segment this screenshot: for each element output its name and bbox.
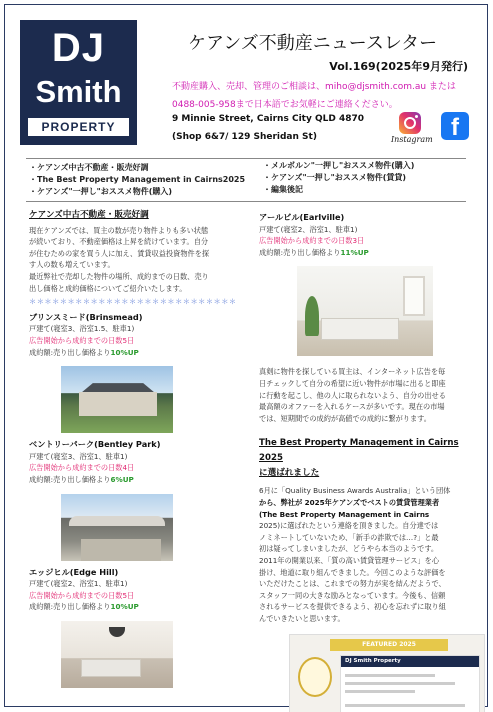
instagram-icon[interactable] <box>399 112 421 134</box>
sofa <box>321 318 399 340</box>
interior-photo <box>61 621 173 688</box>
para-line: に行動を起こし、他の人に取られないよう、自分の出せる <box>259 390 446 400</box>
property-spec: 戸建て(寝室2、浴室1、駐車1) <box>259 224 358 234</box>
price-label: 成約額:売り出し価格より <box>259 247 341 257</box>
para-line: 真剣に物件を探している買主は、インターネット広告を毎 <box>259 367 446 377</box>
award-card <box>340 655 480 712</box>
intro-paragraph <box>29 225 239 295</box>
price-value: 6%UP <box>110 474 134 484</box>
section-heading: ケアンズ中古不動産・販売好調 <box>29 210 149 220</box>
para-line: 2011年の開業以来、「質の高い賃貸管理サービス」を心 <box>259 555 440 565</box>
price-label: 成約額:売り出し価格より <box>29 602 111 612</box>
property-edge-hill <box>29 567 239 688</box>
price-label: 成約額:売り出し価格より <box>29 347 111 357</box>
para-line: んでいきたいと思います。 <box>259 613 345 623</box>
intro-line: が住むための家を買う人に加え、賃貸収益投資物件を探 <box>29 248 210 258</box>
instagram-label: Instagram <box>391 135 433 144</box>
property-price <box>259 247 474 259</box>
toc-left <box>29 162 245 198</box>
sofa <box>81 659 141 677</box>
toc-item: ・ケアンズ"一押し"おススメ物件(賃貸) <box>263 173 407 182</box>
toc-item: ・The Best Property Management in Cairns2025 <box>29 175 246 184</box>
property-name: ベントリーパーク(Bentley Park) <box>29 439 161 450</box>
house-photo <box>61 366 173 433</box>
right-column <box>259 210 474 712</box>
award-heading-line-2: に選ばれました <box>259 468 320 479</box>
award-certificate-image <box>289 634 485 712</box>
toc-item: ・メルボルン"一押し"おススメ物件(購入) <box>263 161 415 170</box>
intro-line: が続いており、不動産価格は上昇を続けています。自分 <box>29 237 209 247</box>
toc-right <box>263 160 414 196</box>
property-days: 広告開始から成約までの日数5日 <box>29 590 135 600</box>
card-line <box>345 674 435 677</box>
toc-item: ・ケアンズ中古不動産・販売好調 <box>29 163 149 172</box>
house-body <box>79 392 157 416</box>
dj-smith-logo <box>20 20 137 145</box>
para-line: いただけたことは、これまでの努力が実を結んだようで、 <box>259 579 446 589</box>
price-label: 成約額:売り出し価格より <box>29 474 111 484</box>
logo-dj: DJ <box>51 26 106 70</box>
newsletter-title: ケアンズ不動産ニュースレター <box>188 33 438 54</box>
ceiling-lamp <box>109 627 125 637</box>
toc-divider-top <box>26 158 466 159</box>
intro-line: 出し価格と成約価格についてご紹介いたします。 <box>29 283 187 293</box>
property-days: 広告開始から成約までの日数5日 <box>29 335 135 345</box>
facebook-icon[interactable]: f <box>441 112 469 140</box>
toc-item: ・編集後記 <box>263 185 303 194</box>
toc-item: ・ケアンズ"一押し"おススメ物件(購入) <box>29 187 173 196</box>
intro-line: 最近弊社で売却した物件の場所、成約までの日数、売り <box>29 271 209 281</box>
property-name: アールビル(Earlville) <box>259 212 345 222</box>
market-paragraph <box>259 366 474 424</box>
price-value: 10%UP <box>110 602 139 612</box>
star-divider: ＊＊＊＊＊＊＊＊＊＊＊＊＊＊＊＊＊＊＊＊＊＊＊＊＊＊＊ <box>29 297 237 307</box>
carport-roof <box>69 516 165 526</box>
address-line-2: (Shop 6&7/ 129 Sheridan St) <box>172 132 317 142</box>
property-name: ブリンスミード(Brinsmead) <box>29 311 143 322</box>
left-column <box>29 210 239 694</box>
driveway <box>81 539 161 561</box>
volume-label: Vol.169(2025年9月発行) <box>329 60 468 73</box>
para-line: (The Best Property Management in Cairns <box>259 509 430 519</box>
award-card-title: DJ Smith Property <box>341 656 479 667</box>
contact-info <box>172 78 472 114</box>
intro-line: 現在ケアンズでは、買主の数が売り物件よりも多い状態 <box>29 225 209 235</box>
card-line <box>345 682 455 685</box>
toc-divider-bottom <box>26 201 466 202</box>
para-line: 掛け、地道に取り組んできました。今回このような評価を <box>259 567 446 577</box>
card-line <box>345 690 415 693</box>
property-spec: 戸建て(寝室2、浴室1、駐車1) <box>29 579 128 589</box>
para-line: されるサービスを提供できるよう、初心を忘れずに取り組 <box>259 602 446 612</box>
para-line: スタッフ一同の大きな励みとなっています。今後も、信頼 <box>259 590 446 600</box>
logo-smith: Smith <box>35 74 122 109</box>
property-spec: 戸建て(寝室3、浴室1、駐車1) <box>29 451 128 461</box>
living-room-photo <box>297 266 433 356</box>
award-banner: FEATURED 2025 <box>330 639 448 651</box>
award-medal-icon <box>298 657 332 697</box>
price-value: 10%UP <box>110 347 139 357</box>
award-heading-line-1: The Best Property Management in Cairns 2025 <box>259 438 459 464</box>
contact-line-1: 不動産購入、売却、管理のご相談は、miho@djsmith.com.au または <box>172 82 456 92</box>
address-line-1: 9 Minnie Street, Cairns City QLD 4870 <box>172 114 364 124</box>
contact-line-2: 0488-005-958まで日本語でお気軽にご連絡ください。 <box>172 100 398 110</box>
plant <box>305 296 319 336</box>
award-paragraph <box>259 485 474 624</box>
property-bentley-park <box>29 439 239 560</box>
property-days: 広告開始から成約までの日数3日 <box>259 236 365 246</box>
property-brinsmead <box>29 312 239 433</box>
intro-line: す人の数も増えています。 <box>29 260 115 270</box>
office-address <box>172 110 364 146</box>
property-name: エッジヒル(Edge Hill) <box>29 566 119 577</box>
para-line: ノミネートしていないため、「新手の詐欺では…?」と最 <box>259 532 439 542</box>
window <box>403 276 425 316</box>
carport-photo <box>61 494 173 561</box>
property-price <box>29 601 239 613</box>
card-line <box>345 704 465 707</box>
property-price <box>29 474 239 486</box>
logo-property: PROPERTY <box>28 118 129 136</box>
para-line: から、弊社が 2025年ケアンズでベストの賃貸管理業者 <box>259 497 440 507</box>
para-line: では、短期間での成約が高値での成約に繋がります。 <box>259 413 431 423</box>
property-price <box>29 347 239 359</box>
para-line: 2025)に選ばれたという連絡を頂きました。自分達では <box>259 521 439 531</box>
para-line: 日チェックして自分の希望に近い物件が市場に出ると即座 <box>259 378 446 388</box>
price-value: 11%UP <box>340 247 369 257</box>
property-days: 広告開始から成約までの日数4日 <box>29 463 135 473</box>
para-line: 最高額のオファーを入れるケースが多いです。現在の市場 <box>259 402 445 412</box>
award-heading <box>259 436 474 481</box>
para-line: 初は疑ってしまいましたが、どうやら本当のようです。 <box>259 544 439 554</box>
property-spec: 戸建て(寝室3、浴室1.5、駐車1) <box>29 324 135 334</box>
para-line: 6月に「Quality Business Awards Australia」という団体 <box>259 486 451 496</box>
